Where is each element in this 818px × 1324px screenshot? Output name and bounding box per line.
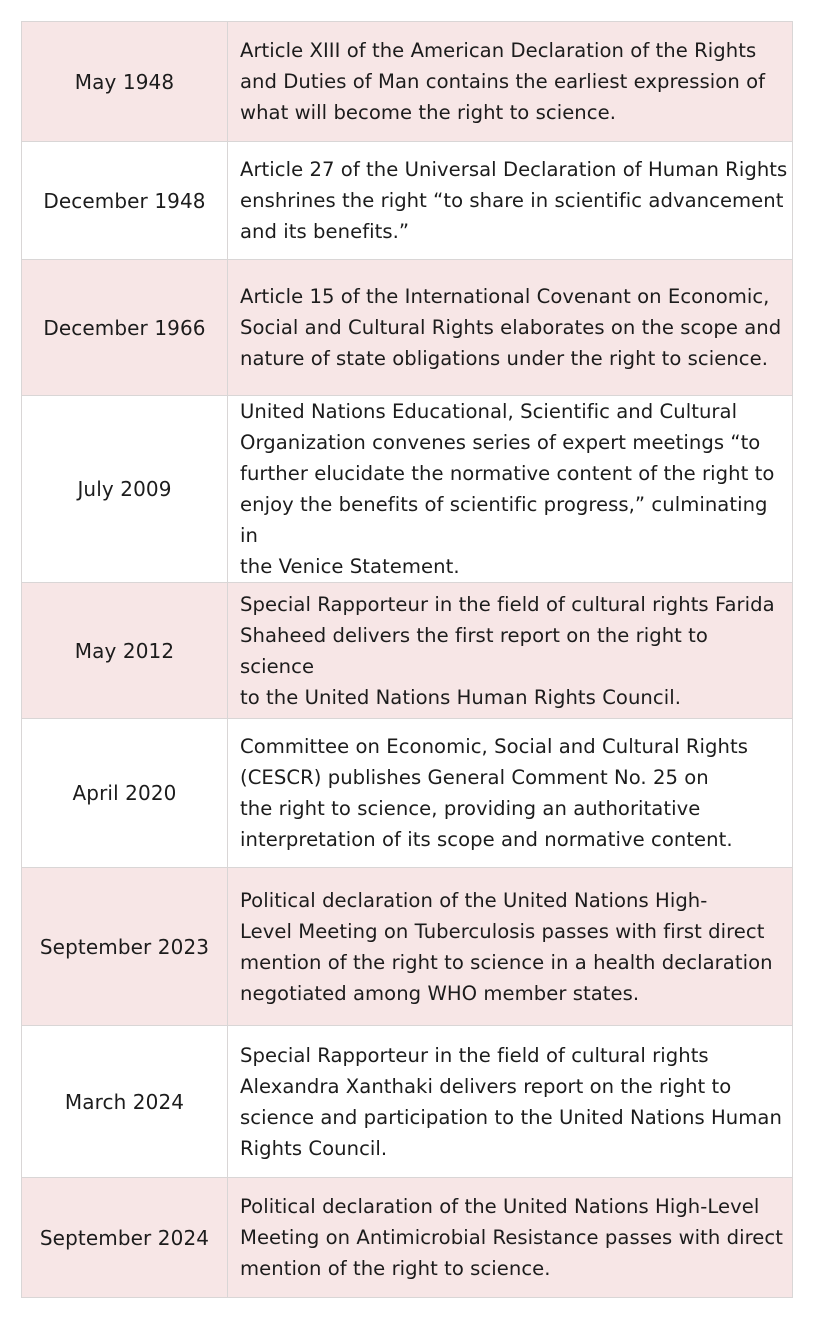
description-line: Special Rapporteur in the field of cultural rights Farida xyxy=(240,592,775,616)
description-line: mention of the right to science. xyxy=(240,1257,551,1280)
description-line: Organization convenes series of expert meetings “to xyxy=(240,431,761,454)
description-line: science and participation to the United Nations Human xyxy=(240,1105,782,1129)
description-cell xyxy=(228,396,793,583)
description-line: the Venice Statement. xyxy=(240,555,460,578)
description-line: and its benefits.” xyxy=(240,220,410,243)
table-row xyxy=(22,868,793,1026)
table-row xyxy=(22,22,793,142)
table-row xyxy=(22,719,793,868)
description-line: Political declaration of the United Nations High-Level xyxy=(240,1195,760,1218)
description-line: negotiated among WHO member states. xyxy=(240,981,640,1005)
table-row xyxy=(22,1026,793,1178)
description-cell xyxy=(228,719,793,868)
date-cell: May 2012 xyxy=(22,583,228,719)
table-row xyxy=(22,142,793,260)
description-line: and Duties of Man contains the earliest expression of xyxy=(240,70,766,93)
description-line: Political declaration of the United Nations High- xyxy=(240,888,708,912)
description-cell xyxy=(228,1178,793,1298)
table-row xyxy=(22,396,793,583)
description-line: to the United Nations Human Rights Council. xyxy=(240,685,681,709)
description-cell xyxy=(228,260,793,396)
date-cell: July 2009 xyxy=(22,396,228,583)
date-cell: May 1948 xyxy=(22,22,228,142)
date-cell: September 2024 xyxy=(22,1178,228,1298)
table-row xyxy=(22,260,793,396)
description-line: further elucidate the normative content of the right to xyxy=(240,462,775,485)
description-line: interpretation of its scope and normative content. xyxy=(240,828,733,851)
description-line: Alexandra Xanthaki delivers report on the right to xyxy=(240,1074,732,1098)
table-row xyxy=(22,583,793,719)
description-line: the right to science, providing an authoritative xyxy=(240,797,701,820)
description-line: (CESCR) publishes General Comment No. 25 on xyxy=(240,766,709,789)
date-cell: March 2024 xyxy=(22,1026,228,1178)
description-line: Special Rapporteur in the field of cultural rights xyxy=(240,1043,709,1067)
description-line: what will become the right to science. xyxy=(240,101,616,124)
timeline-table xyxy=(21,21,793,1298)
description-line: Article 15 of the International Covenant on Economic, xyxy=(240,285,770,308)
description-line: Rights Council. xyxy=(240,1136,388,1160)
description-line: Shaheed delivers the first report on the right to science xyxy=(240,623,708,678)
description-cell xyxy=(228,868,793,1026)
table-row xyxy=(22,1178,793,1298)
description-line: Committee on Economic, Social and Cultural Rights xyxy=(240,735,748,758)
description-line: mention of the right to science in a health declaration xyxy=(240,950,773,974)
date-cell: December 1948 xyxy=(22,142,228,260)
description-cell xyxy=(228,583,793,719)
description-line: Article 27 of the Universal Declaration of Human Rights xyxy=(240,158,788,181)
description-line: nature of state obligations under the right to science. xyxy=(240,347,769,370)
description-cell xyxy=(228,142,793,260)
date-cell: April 2020 xyxy=(22,719,228,868)
date-cell: September 2023 xyxy=(22,868,228,1026)
description-line: Level Meeting on Tuberculosis passes with first direct xyxy=(240,919,765,943)
description-line: United Nations Educational, Scientific and Cultural xyxy=(240,400,738,423)
description-line: Article XIII of the American Declaration of the Rights xyxy=(240,39,757,62)
date-cell: December 1966 xyxy=(22,260,228,396)
description-line: Social and Cultural Rights elaborates on the scope and xyxy=(240,316,782,339)
description-cell xyxy=(228,1026,793,1178)
description-cell xyxy=(228,22,793,142)
description-line: enjoy the benefits of scientific progress,” culminating in xyxy=(240,493,768,547)
description-line: enshrines the right “to share in scientific advancement xyxy=(240,189,784,212)
description-line: Meeting on Antimicrobial Resistance passes with direct xyxy=(240,1226,783,1249)
